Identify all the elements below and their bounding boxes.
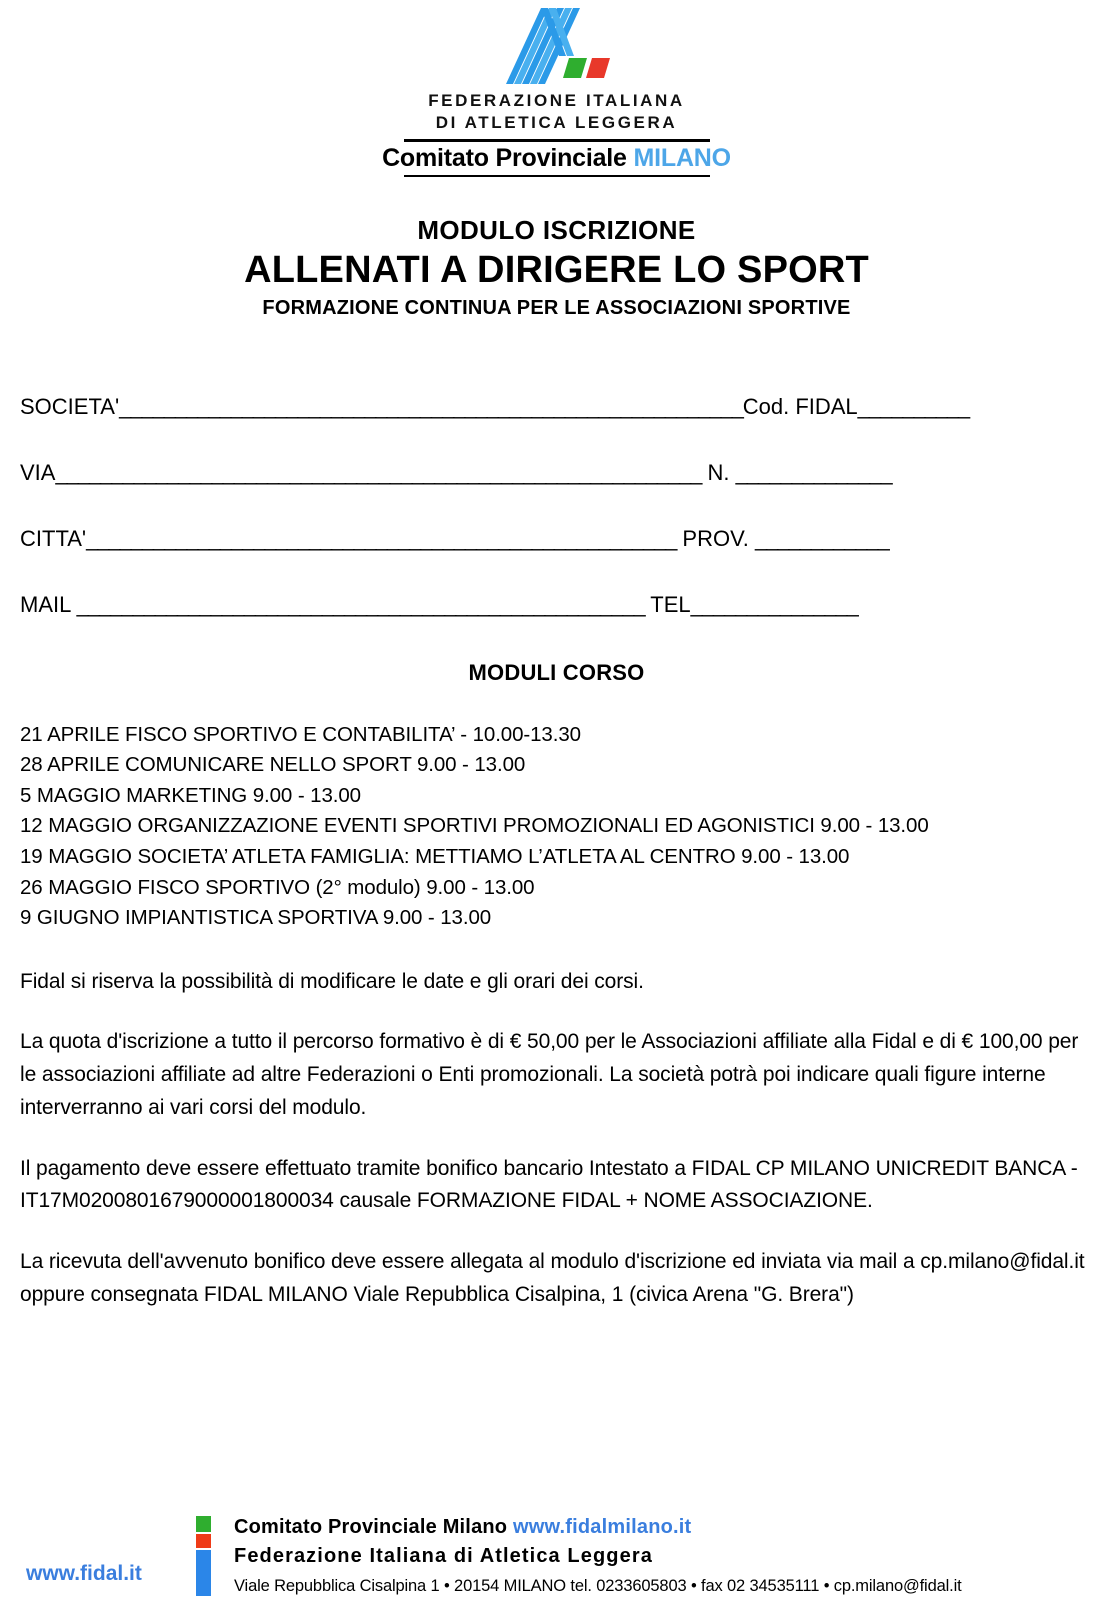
list-item: 21 APRILE FISCO SPORTIVO E CONTABILITA’ - 10.00-13.30 — [20, 722, 581, 746]
footer-address-line: Viale Repubblica Cisalpina 1 • 20154 MILANO tel. 0233605803 • fax 02 34535111 • cp.milano@fidal.it — [234, 1577, 962, 1595]
courses-section-heading: MODULI CORSO — [468, 659, 645, 685]
tel-input-line[interactable]: _______________ — [690, 591, 858, 617]
footer-milano-site-link[interactable]: www.fidalmilano.it — [512, 1516, 692, 1538]
page-title: ALLENATI A DIRIGERE LO SPORT — [244, 249, 869, 292]
form-row-mail — [20, 591, 1097, 617]
document-footer — [0, 1494, 1113, 1612]
federation-name-line-1: FEDERAZIONE ITALIANA — [428, 91, 685, 110]
header-divider-bottom — [404, 175, 710, 177]
list-item: 19 MAGGIO SOCIETA’ ATLETA FAMIGLIA: METTIAMO L’ATLETA AL CENTRO 9.00 - 13.00 — [20, 845, 850, 868]
footer-contact-block — [234, 1514, 1094, 1597]
numero-input-line[interactable]: ______________ — [735, 459, 892, 485]
mail-input-line[interactable]: ___________________________________________________ — [76, 591, 645, 617]
via-label: VIA — [20, 459, 56, 485]
committee-title-city: MILANO — [633, 143, 731, 172]
form-row-citta — [20, 525, 1097, 551]
information-paragraphs — [0, 966, 1113, 1312]
via-input-line[interactable]: __________________________________________________________ — [55, 459, 702, 485]
committee-title — [382, 145, 731, 173]
citta-label: CITTA' — [20, 525, 87, 551]
footer-fidal-link[interactable]: www.fidal.it — [26, 1562, 142, 1585]
fee-paragraph: La quota d'iscrizione a tutto il percorso formativo è di € 50,00 per le Associazioni affiliate alla Fidal e di € 100,00 per le associazioni affiliate ad altre Federazioni o Enti promozionali. La società potrà poi indicare quali figure interne interverranno ai vari corsi del modulo. — [20, 1030, 1079, 1119]
form-kicker: MODULO ISCRIZIONE — [417, 215, 696, 246]
header-divider-top — [404, 139, 710, 142]
form-row-via — [20, 459, 1097, 485]
italian-tricolor-bar-icon — [196, 1516, 211, 1596]
footer-committee-name: Comitato Provinciale Milano — [234, 1516, 513, 1538]
registration-form-fields — [0, 393, 1113, 617]
numero-label: N. — [701, 459, 736, 485]
citta-input-line[interactable]: _____________________________________________________ — [86, 525, 677, 551]
list-item: 5 MAGGIO MARKETING 9.00 - 13.00 — [20, 783, 361, 807]
societa-label: SOCIETA' — [20, 393, 120, 419]
form-row-societa — [20, 393, 1097, 419]
document-header — [0, 0, 1113, 177]
page-subtitle: FORMAZIONE CONTINUA PER LE ASSOCIAZIONI SPORTIVE — [262, 296, 851, 319]
list-item: 9 GIUGNO IMPIANTISTICA SPORTIVA 9.00 - 13.00 — [20, 906, 492, 930]
prov-label: PROV. — [676, 525, 755, 551]
flag-green-segment — [196, 1516, 211, 1532]
cod-fidal-label: Cod. FIDAL — [742, 393, 858, 419]
disclaimer-paragraph: Fidal si riserva la possibilità di modificare le date e gli orari dei corsi. — [20, 969, 644, 993]
list-item: 26 MAGGIO FISCO SPORTIVO (2° modulo) 9.00 - 13.00 — [20, 875, 535, 899]
courses-list — [0, 720, 1113, 934]
societa-input-line[interactable]: ________________________________________________________ — [119, 393, 743, 419]
federation-name-line-2: DI ATLETICA LEGGERA — [435, 113, 678, 133]
footer-committee-line — [234, 1514, 1094, 1541]
footer-federation-line: Federazione Italiana di Atletica Leggera — [234, 1545, 653, 1567]
prov-input-line[interactable]: ____________ — [754, 525, 889, 551]
page-title-block — [0, 215, 1113, 320]
tel-label: TEL — [644, 591, 691, 617]
bank-payment-paragraph: Il pagamento deve essere effettuato tramite bonifico bancario Intestato a FIDAL CP MILANO UNICREDIT BANCA - IT17M0200801679000001800034 causale FORMAZIONE FIDAL + NOME ASSOCIAZIONE. — [20, 1156, 1078, 1213]
cod-fidal-input-line[interactable]: __________ — [857, 393, 970, 419]
list-item: 12 MAGGIO ORGANIZZAZIONE EVENTI SPORTIVI PROMOZIONALI ED AGONISTICI 9.00 - 13.00 — [20, 814, 929, 838]
receipt-paragraph: La ricevuta dell'avvenuto bonifico deve essere allegata al modulo d'iscrizione ed inviata via mail a cp.milano@fidal.it oppure consegnata FIDAL MILANO Viale Repubblica Cisalpina, 1 (civica Arena "G. Brera") — [20, 1250, 1085, 1306]
flag-red-segment — [196, 1534, 211, 1548]
list-item: 28 APRILE COMUNICARE NELLO SPORT 9.00 - 13.00 — [20, 753, 526, 777]
flag-blue-segment — [196, 1550, 211, 1596]
fidal-athletics-logo-icon — [491, 8, 623, 90]
mail-label: MAIL — [20, 591, 77, 617]
committee-title-prefix: Comitato Provinciale — [382, 143, 634, 172]
